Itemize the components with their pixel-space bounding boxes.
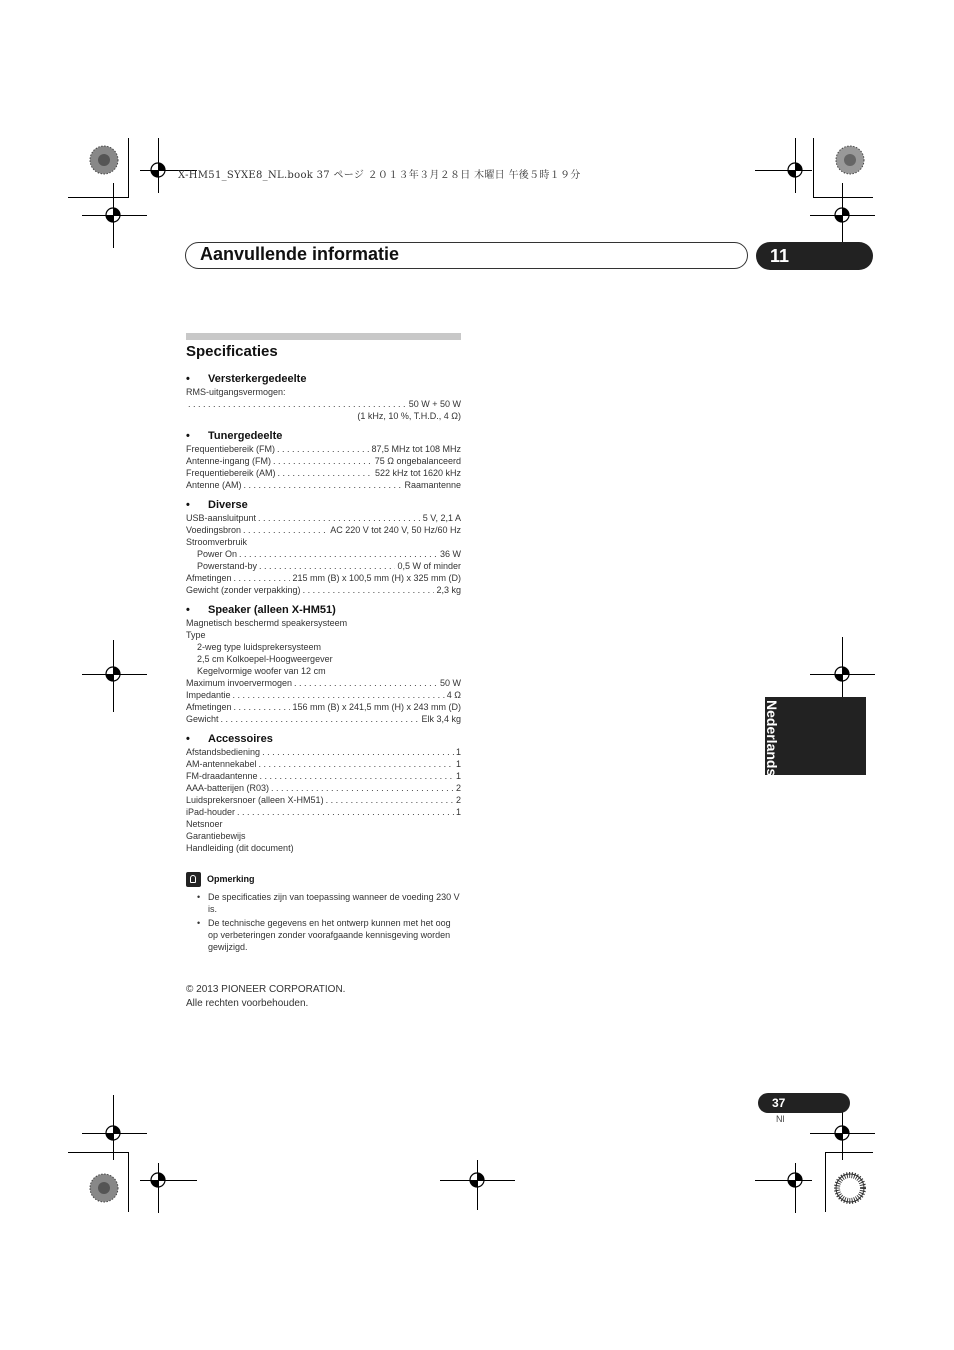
spec-row — [186, 746, 461, 758]
spec-label: AAA-batterijen (R03) — [186, 783, 270, 793]
spec-value: 2,3 kg — [436, 585, 461, 595]
spec-label: Type — [186, 630, 206, 640]
spec-label: Voedingsbron — [186, 525, 242, 535]
spec-label: Frequentiebereik (AM) — [186, 468, 276, 478]
rights-line: Alle rechten voorbehouden. — [186, 998, 309, 1009]
spec-label: Gewicht (zonder verpakking) — [186, 585, 301, 595]
spec-row — [186, 467, 461, 479]
dot-leader — [188, 398, 407, 410]
spec-group-title: Diverse — [208, 498, 248, 511]
crop-line — [813, 138, 814, 198]
copyright-line: © 2013 PIONEER CORPORATION. — [186, 984, 346, 995]
spec-label: iPad-houder — [186, 807, 236, 817]
registration-target-icon — [824, 197, 860, 233]
spec-value: 1 — [455, 747, 461, 757]
spec-label: FM-draadantenne — [186, 771, 258, 781]
spec-label: Afstandsbediening — [186, 747, 261, 757]
registration-target-icon — [459, 1162, 495, 1198]
spec-row — [186, 677, 461, 689]
color-star-target-icon — [86, 1170, 122, 1206]
spec-group-title: Accessoires — [208, 732, 273, 745]
spec-value: 50 W — [439, 678, 461, 688]
crop-line — [825, 1152, 873, 1153]
spec-value: 50 W + 50 W — [408, 399, 461, 409]
spec-label: USB-aansluitpunt — [186, 513, 257, 523]
spec-value: Elk 3,4 kg — [421, 714, 461, 724]
spec-row — [186, 770, 461, 782]
color-star-target-icon — [86, 142, 122, 178]
dot-leader — [234, 572, 291, 584]
registration-target-icon — [777, 1162, 813, 1198]
spec-label: Antenne (AM) — [186, 480, 242, 490]
spec-row — [186, 794, 461, 806]
spec-row — [186, 782, 461, 794]
dot-leader — [271, 782, 454, 794]
spec-label: Power On — [197, 549, 238, 559]
dot-leader — [239, 548, 438, 560]
bullet: • — [186, 498, 190, 511]
crop-line — [128, 1152, 129, 1212]
spec-group — [186, 602, 461, 725]
registration-target-icon — [824, 1115, 860, 1151]
dot-leader — [273, 455, 373, 467]
spec-label: 2,5 cm Kolkoepel-Hoogweergever — [197, 654, 333, 664]
dot-leader — [260, 770, 454, 782]
spec-group — [186, 428, 461, 491]
dot-leader — [234, 701, 291, 713]
dot-leader — [278, 467, 373, 479]
spec-row — [186, 572, 461, 584]
spec-label: Luidsprekersnoer (alleen X-HM51) — [186, 795, 324, 805]
spec-value: 5 V, 2,1 A — [422, 513, 461, 523]
spec-row — [186, 524, 461, 536]
spec-label: Magnetisch beschermd speakersysteem — [186, 618, 348, 628]
color-star-target-icon — [832, 1170, 868, 1206]
chapter-number-badge: 11 — [756, 242, 873, 270]
spec-row — [186, 479, 461, 491]
page-number: 37 — [758, 1093, 850, 1113]
spec-value: (1 kHz, 10 %, T.H.D., 4 Ω) — [357, 411, 461, 421]
registration-target-icon — [777, 152, 813, 188]
crop-line — [68, 1152, 128, 1153]
bullet: • — [186, 732, 190, 745]
spec-value: 87,5 MHz tot 108 MHz — [371, 444, 461, 454]
spec-row — [186, 548, 461, 560]
spec-label: Afmetingen — [186, 702, 232, 712]
dot-leader — [303, 584, 435, 596]
spec-label: RMS-uitgangsvermogen: — [186, 387, 286, 397]
spec-label: AM-antennekabel — [186, 759, 257, 769]
dot-leader — [294, 677, 438, 689]
spec-row — [186, 443, 461, 455]
spec-value: 1 — [455, 759, 461, 769]
note-item — [186, 891, 461, 915]
note-text: De specificaties zijn van toepassing wanneer de voeding 230 V is. — [208, 892, 460, 914]
spec-label: Frequentiebereik (FM) — [186, 444, 276, 454]
chapter-title: Aanvullende informatie — [200, 244, 400, 264]
copyright-notice — [186, 983, 345, 1011]
registration-target-icon — [95, 1115, 131, 1151]
specifications-list — [186, 371, 461, 860]
spec-label: Kegelvormige woofer van 12 cm — [197, 666, 326, 676]
spec-label: Netsnoer — [186, 819, 223, 829]
note-header — [186, 871, 461, 887]
spec-value: 75 Ω ongebalanceerd — [374, 456, 461, 466]
spec-value: 4 Ω — [446, 690, 461, 700]
spec-label: Impedantie — [186, 690, 231, 700]
spec-label: Handleiding (dit document) — [186, 843, 294, 853]
book-file-info: X-HM51_SYXE8_NL.book 37 ページ ２０１３年３月２８日 木曜日 午後５時１９分 — [178, 170, 581, 181]
spec-value: 0,5 W of minder — [397, 561, 461, 571]
spec-row — [186, 629, 461, 641]
spec-label: Powerstand-by — [197, 561, 258, 571]
language-tab-label: Nederlands — [764, 700, 780, 777]
bullet: • — [197, 918, 201, 928]
spec-group — [186, 731, 461, 854]
spec-value: AC 220 V tot 240 V, 50 Hz/60 Hz — [330, 525, 461, 535]
color-star-target-icon — [832, 142, 868, 178]
dot-leader — [244, 479, 403, 491]
spec-value: 36 W — [439, 549, 461, 559]
spec-label: 2-weg type luidsprekersysteem — [197, 642, 322, 652]
dot-leader — [243, 524, 328, 536]
spec-group-heading — [186, 428, 461, 443]
spec-group-title: Tunergedeelte — [208, 429, 283, 442]
spec-row — [186, 701, 461, 713]
dot-leader — [259, 758, 454, 770]
bullet: • — [186, 429, 190, 442]
spec-row — [186, 455, 461, 467]
note-label: Opmerking — [207, 874, 255, 884]
spec-row — [186, 410, 461, 422]
spec-value: Raamantenne — [404, 480, 461, 490]
section-title: Specificaties — [186, 343, 278, 360]
spec-row — [186, 398, 461, 410]
spec-group — [186, 497, 461, 596]
spec-group-title: Versterkergedeelte — [208, 372, 307, 385]
registration-target-icon — [140, 1162, 176, 1198]
spec-row — [186, 536, 461, 548]
spec-group-title: Speaker (alleen X-HM51) — [208, 603, 336, 616]
dot-leader — [259, 560, 395, 572]
spec-group-heading — [186, 731, 461, 746]
spec-value: 215 mm (B) x 100,5 mm (H) x 325 mm (D) — [292, 573, 461, 583]
section-rule — [186, 333, 461, 340]
spec-value: 1 — [455, 771, 461, 781]
dot-leader — [262, 746, 454, 758]
spec-label: Antenne-ingang (FM) — [186, 456, 272, 466]
spec-group — [186, 371, 461, 422]
note-text: De technische gegevens en het ontwerp kunnen met het oog op verbeteringen zonder voorafgaande kennisgeving worden gewijzigd. — [208, 918, 451, 952]
spec-row — [186, 584, 461, 596]
spec-row — [186, 560, 461, 572]
spec-row — [186, 665, 461, 677]
crop-line — [128, 138, 129, 198]
dot-leader — [258, 512, 421, 524]
dot-leader — [237, 806, 454, 818]
note-pencil-icon — [186, 872, 201, 887]
language-side-tab — [765, 697, 866, 775]
note-item — [186, 917, 461, 953]
dot-leader — [326, 794, 454, 806]
spec-row — [186, 818, 461, 830]
page-language-code: Nl — [776, 1114, 785, 1124]
spec-row — [186, 689, 461, 701]
spec-label: Afmetingen — [186, 573, 232, 583]
spec-value: 522 kHz tot 1620 kHz — [374, 468, 461, 478]
dot-leader — [277, 443, 369, 455]
note-box — [186, 871, 461, 953]
spec-row — [186, 617, 461, 629]
registration-target-icon — [95, 197, 131, 233]
spec-row — [186, 830, 461, 842]
spec-value: 156 mm (B) x 241,5 mm (H) x 243 mm (D) — [292, 702, 461, 712]
spec-row — [186, 512, 461, 524]
bullet: • — [186, 372, 190, 385]
spec-group-heading — [186, 602, 461, 617]
spec-row — [186, 842, 461, 854]
spec-label: Maximum invoervermogen — [186, 678, 293, 688]
spec-row — [186, 713, 461, 725]
registration-target-icon — [95, 656, 131, 692]
bullet: • — [197, 892, 201, 902]
spec-label: Stroomverbruik — [186, 537, 248, 547]
spec-row — [186, 641, 461, 653]
spec-value: 2 — [455, 795, 461, 805]
dot-leader — [233, 689, 445, 701]
registration-target-icon — [824, 656, 860, 692]
bullet: • — [186, 603, 190, 616]
spec-group-heading — [186, 371, 461, 386]
spec-row — [186, 386, 461, 398]
spec-group-heading — [186, 497, 461, 512]
spec-label: Gewicht — [186, 714, 219, 724]
spec-label: Garantiebewijs — [186, 831, 246, 841]
spec-row — [186, 758, 461, 770]
spec-value: 1 — [455, 807, 461, 817]
spec-value: 2 — [455, 783, 461, 793]
registration-target-icon — [140, 152, 176, 188]
spec-row — [186, 653, 461, 665]
crop-line — [825, 1152, 826, 1212]
spec-row — [186, 806, 461, 818]
dot-leader — [221, 713, 420, 725]
